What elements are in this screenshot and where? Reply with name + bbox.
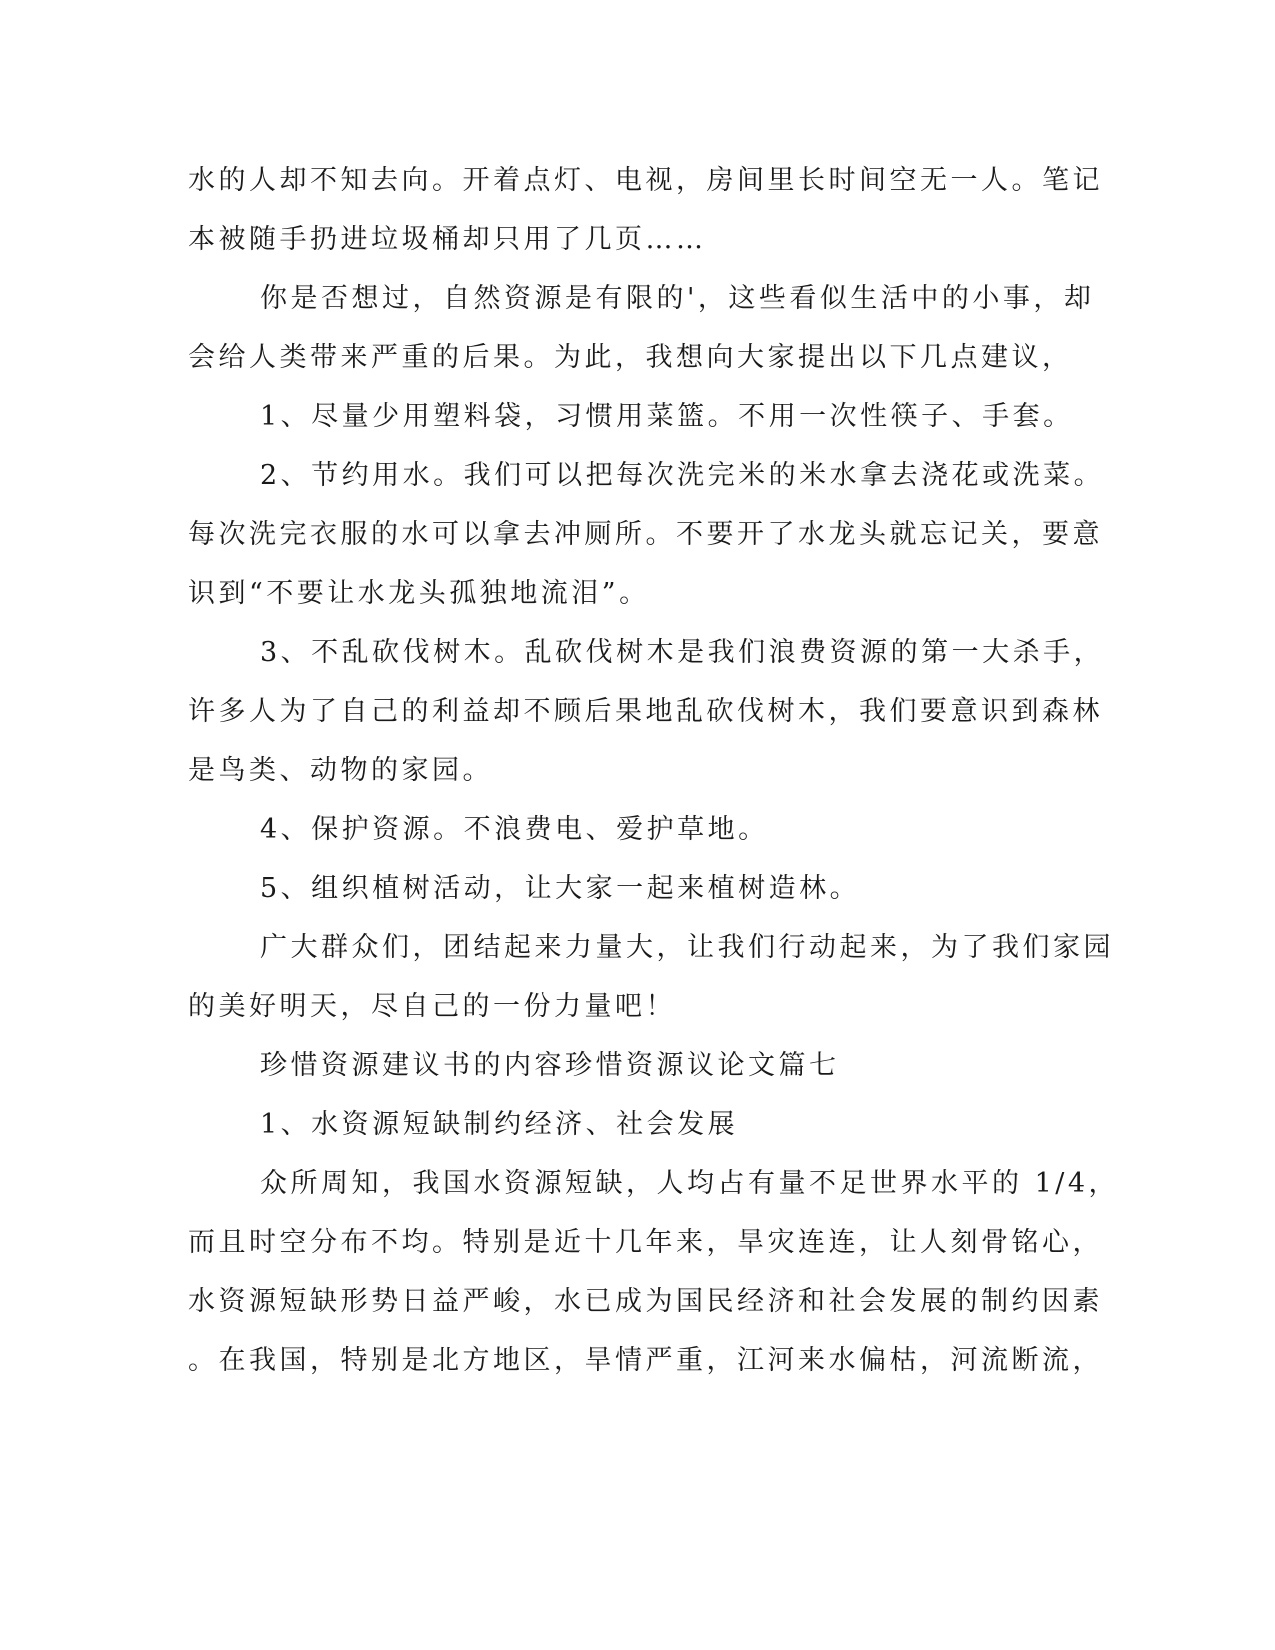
text-line: 每次洗完衣服的水可以拿去冲厕所。不要开了水龙头就忘记关，要意 — [188, 519, 1103, 550]
text-line: 水的人却不知去向。开着点灯、电视，房间里长时间空无一人。笔记 — [188, 165, 1103, 196]
subheading: 1、水资源短缺制约经济、社会发展 — [260, 1109, 739, 1140]
text-line: 识到“不要让水龙头孤独地流泪”。 — [188, 578, 650, 609]
text-line: 许多人为了自己的利益却不顾后果地乱砍伐树木，我们要意识到森林 — [188, 696, 1103, 727]
text-line: 水资源短缺形势日益严峻，水已成为国民经济和社会发展的制约因素 — [188, 1286, 1103, 1317]
text-line: 。在我国，特别是北方地区，旱情严重，江河来水偏枯，河流断流， — [188, 1345, 1103, 1376]
text-line: 的美好明天，尽自己的一份力量吧！ — [188, 991, 676, 1022]
text-line: 是鸟类、动物的家园。 — [188, 755, 493, 786]
list-item: 4、保护资源。不浪费电、爱护草地。 — [260, 814, 769, 845]
list-item: 2、节约用水。我们可以把每次洗完米的米水拿去浇花或洗菜。 — [260, 460, 1105, 491]
list-item: 5、组织植树活动，让大家一起来植树造林。 — [260, 873, 861, 904]
paragraph-line: 广大群众们，团结起来力量大，让我们行动起来，为了我们家园 — [260, 932, 1114, 963]
list-item: 3、不乱砍伐树木。乱砍伐树木是我们浪费资源的第一大杀手， — [260, 637, 1105, 668]
paragraph-line: 众所周知，我国水资源短缺，人均占有量不足世界水平的 1/4， — [260, 1168, 1120, 1199]
paragraph-line: 你是否想过，自然资源是有限的'，这些看似生活中的小事，却 — [260, 283, 1095, 314]
list-item: 1、尽量少用塑料袋，习惯用菜篮。不用一次性筷子、手套。 — [260, 401, 1074, 432]
text-line: 本被随手扔进垃圾桶却只用了几页…… — [188, 224, 707, 255]
text-line: 会给人类带来严重的后果。为此，我想向大家提出以下几点建议， — [188, 342, 1073, 373]
section-heading: 珍惜资源建议书的内容珍惜资源议论文篇七 — [260, 1050, 840, 1081]
text-line: 而且时空分布不均。特别是近十几年来，旱灾连连，让人刻骨铭心， — [188, 1227, 1103, 1258]
